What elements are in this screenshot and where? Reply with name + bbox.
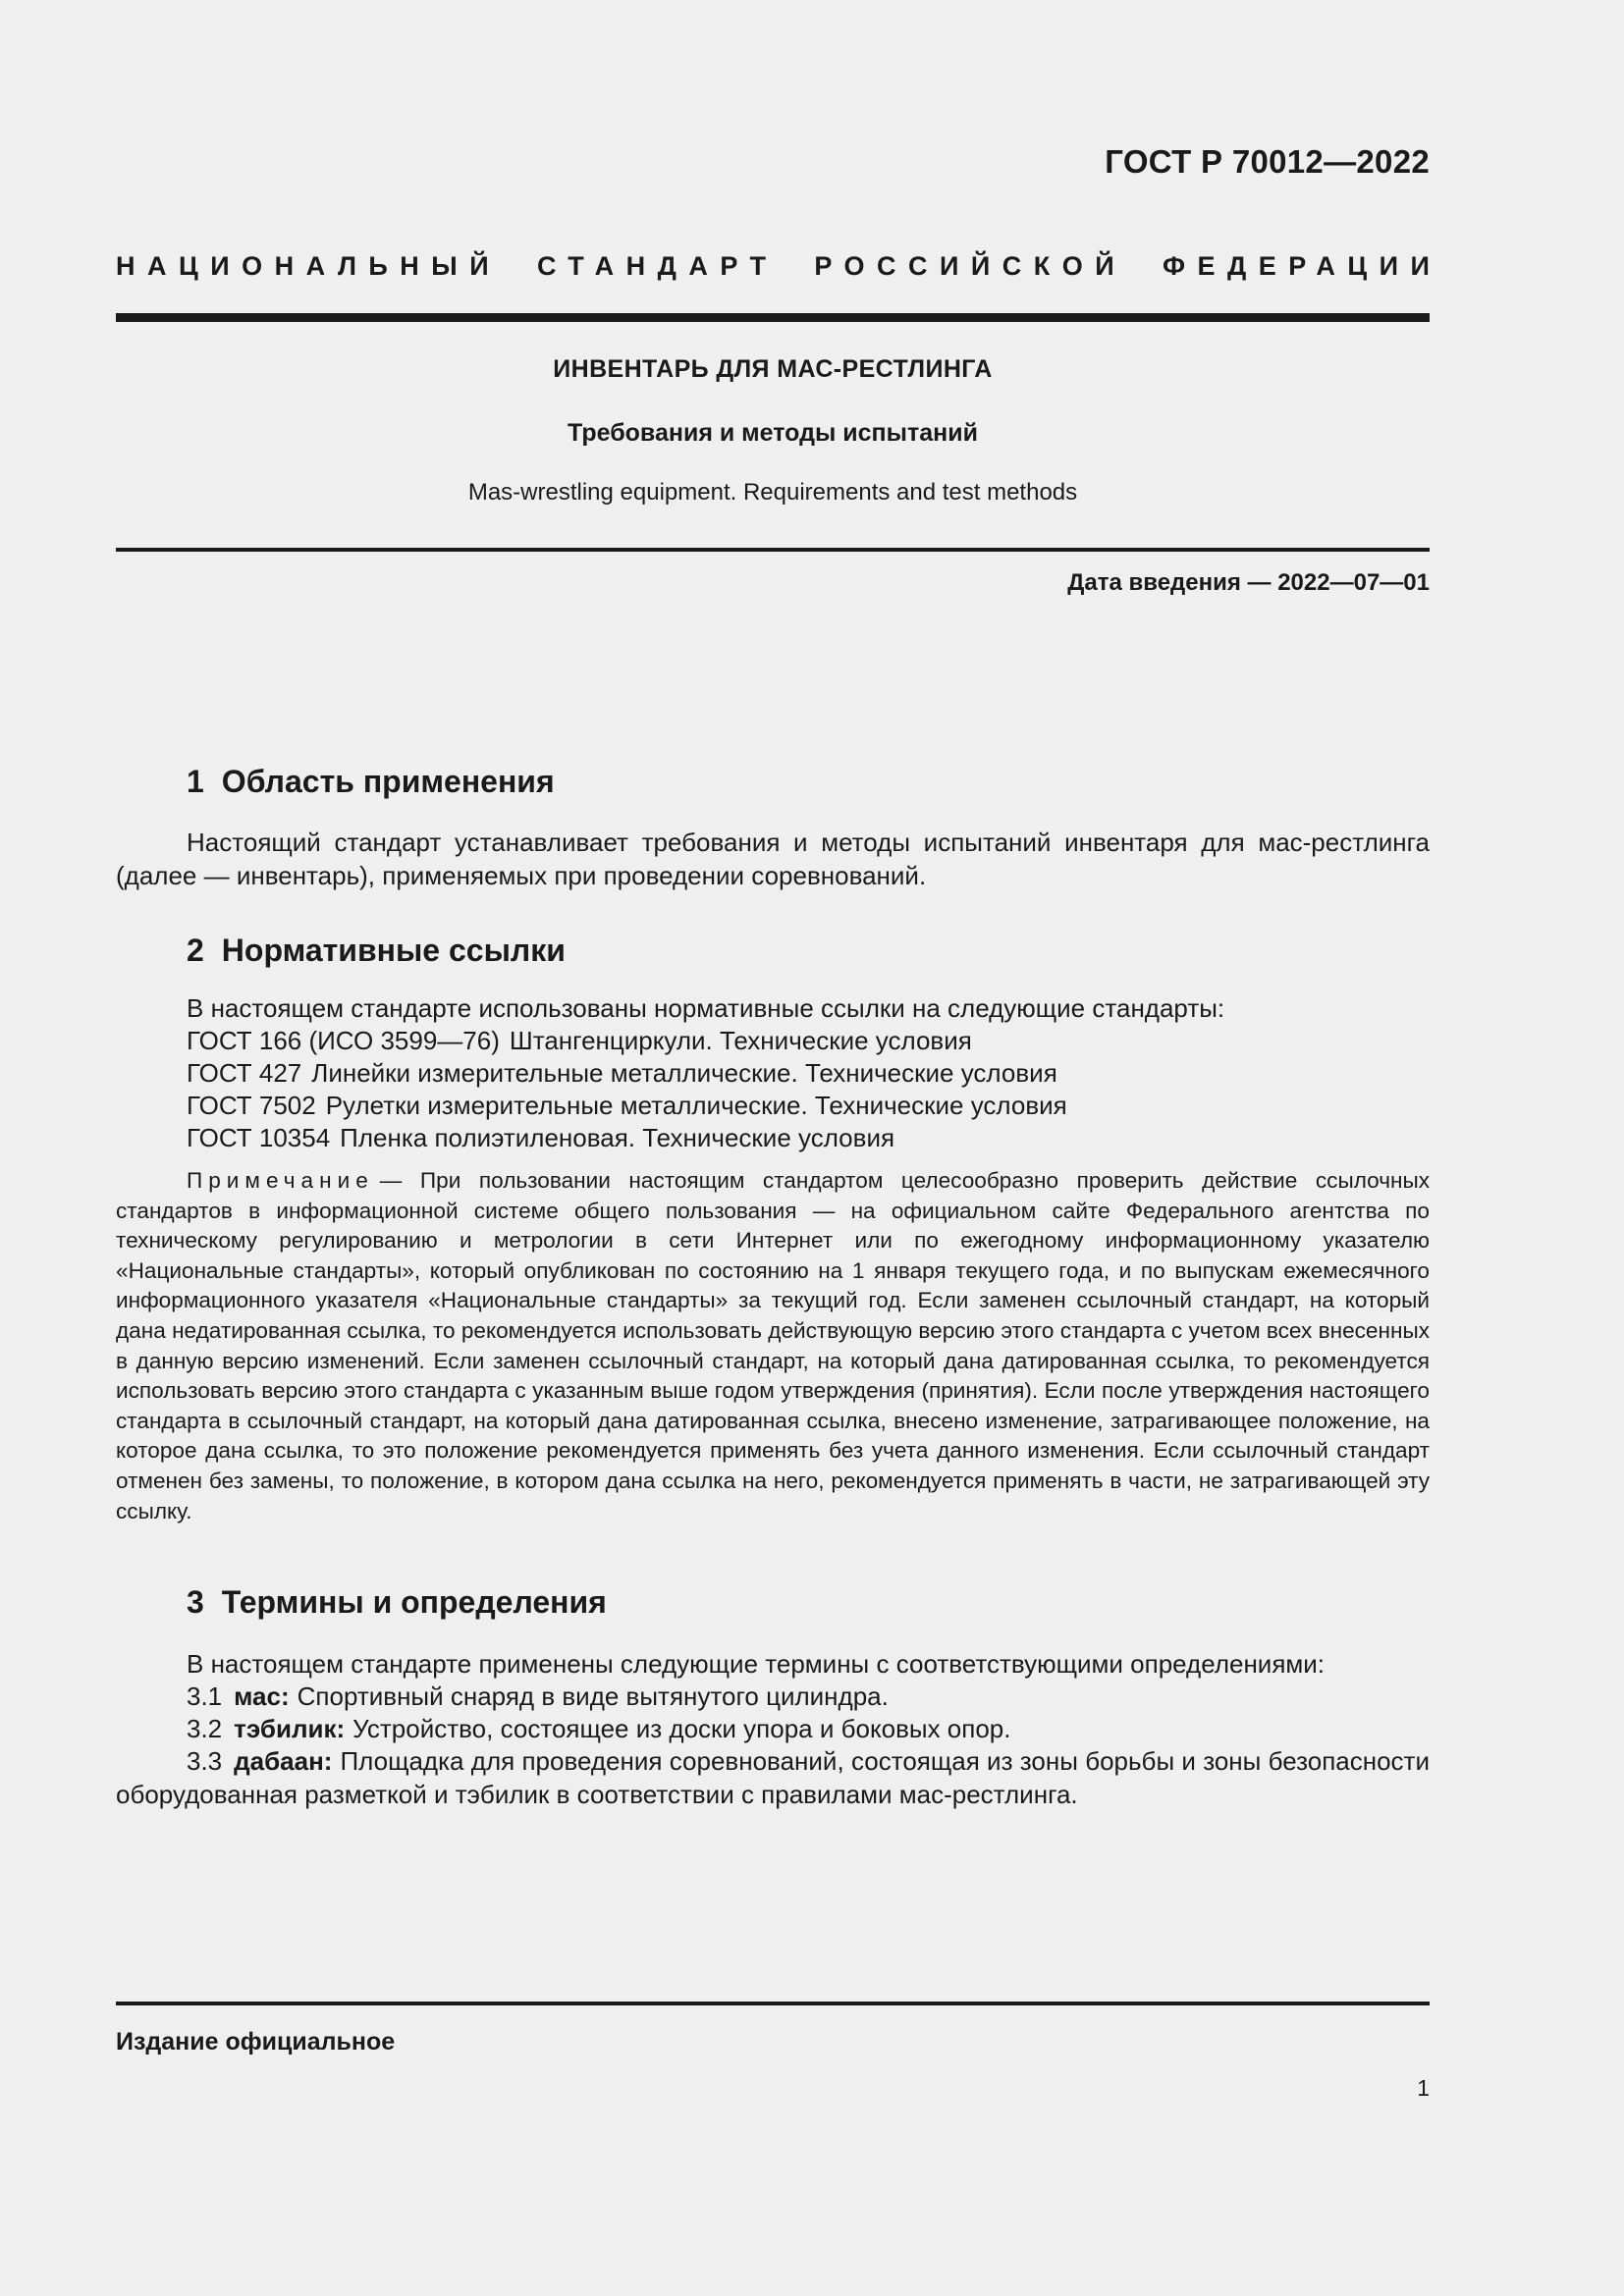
national-standard-banner [116,251,1442,282]
section-title: Область применения [221,764,555,799]
section-number: 1 [187,764,204,799]
term-entry [116,1680,1430,1713]
reference-code: ГОСТ 427 [187,1058,302,1088]
term-name: мас: [234,1682,290,1711]
document-page [116,0,1442,2296]
term-number: 3.1 [187,1682,223,1711]
document-english-title: Mas-wrestling equipment. Requirements and test methods [467,479,1078,506]
section-2-heading [187,933,566,969]
section-1-heading [187,764,555,800]
introduction-date: Дата введения — 2022—07—01 [1067,569,1430,596]
term-name: дабаан: [234,1746,333,1776]
reference-item [187,1121,894,1154]
document-title: ИНВЕНТАРЬ ДЛЯ МАС-РЕСТЛИНГА [553,355,993,383]
section-title: Нормативные ссылки [221,933,566,968]
reference-code: ГОСТ 10354 [187,1123,331,1152]
term-entry [116,1712,1430,1745]
section-title: Термины и определения [221,1584,607,1620]
term-name: тэбилик: [234,1714,346,1743]
page-number: 1 [1417,2075,1430,2101]
reference-code: ГОСТ 7502 [187,1091,316,1120]
note-text: — При пользовании настоящим стандартом целесообразно проверить действие ссылочных стандартов в информационной системе общего пользования — на официальном сайте Федерального агентства по техническому регулированию и метрологии в сети Интернет или по ежегодному информационному указателю «Национальные стандарты», который опубликован по состоянию на 1 января текущего года, и по выпускам ежемесячного информационного указателя «Национальные стандарты» за текущий год. Если заменен ссылочный стандарт, на который дана недатированная ссылка, то рекомендуется использовать действующую версию этого стандарта с учетом всех внесенных в данную версию изменений. Если заменен ссылочный стандарт, на который дана датированная ссылка, то рекомендуется использовать версию этого стандарта с указанным выше годом утверждения (принятия). Если после утверждения настоящего стандарта в ссылочный стандарт, на который дана датированная ссылка, внесено изменение, затрагивающее положение, на которое дана ссылка, то это положение рекомендуется применять без учета данного изменения. Если ссылочный стандарт отменен без замены, то положение, в котором дана ссылка на него, рекомендуется применять в части, не затрагивающей эту ссылку. [116,1168,1430,1523]
banner-word: РОССИЙСКОЙ [814,251,1127,281]
banner-word: СТАНДАРТ [536,251,779,281]
term-number: 3.2 [187,1714,223,1743]
term-number: 3.3 [187,1746,223,1776]
reference-item [187,1024,972,1057]
official-edition-label: Издание официальное [116,2028,396,2056]
reference-item [187,1089,1067,1122]
term-definition: Площадка для проведения соревнований, состоящая из зоны борьбы и зоны безопасности оборудованная разметкой и тэбилик в соответствии с правилами мас-рестлинга. [116,1746,1430,1809]
reference-title: Рулетки измерительные металлические. Технические условия [325,1091,1067,1120]
gost-number: ГОСТ Р 70012—2022 [1105,143,1430,180]
note-label: Примечание [187,1168,374,1193]
section-1-paragraph [116,826,1430,892]
reference-item [187,1056,1057,1090]
term-definition: Спортивный снаряд в виде вытянутого цилиндра. [297,1682,889,1711]
section-number: 3 [187,1584,204,1620]
paragraph-text: Настоящий стандарт устанавливает требования и методы испытаний инвентаря для мас-рестлинга (далее — инвентарь), применяемых при проведении соревнований. [116,828,1430,890]
section-number: 2 [187,933,204,968]
document-subtitle: Требования и методы испытаний [568,419,978,447]
footer-rule [116,2002,1430,2005]
references-note [116,1166,1430,1526]
section-3-heading [187,1584,607,1621]
banner-word: НАЦИОНАЛЬНЫЙ [116,251,502,281]
references-intro: В настоящем стандарте использованы нормативные ссылки на следующие стандарты: [187,993,1225,1023]
reference-title: Штангенциркули. Технические условия [509,1026,972,1055]
reference-code: ГОСТ 166 (ИСО 3599—76) [187,1026,500,1055]
reference-title: Пленка полиэтиленовая. Технические условия [340,1123,895,1152]
title-rule [116,548,1430,552]
banner-word: ФЕДЕРАЦИИ [1163,251,1442,281]
header-rule [116,313,1430,322]
term-entry [116,1744,1430,1811]
terms-intro: В настоящем стандарте применены следующие термины с соответствующими определениями: [187,1649,1326,1679]
term-definition: Устройство, состоящее из доски упора и боковых опор. [352,1714,1011,1743]
reference-title: Линейки измерительные металлические. Технические условия [311,1058,1057,1088]
